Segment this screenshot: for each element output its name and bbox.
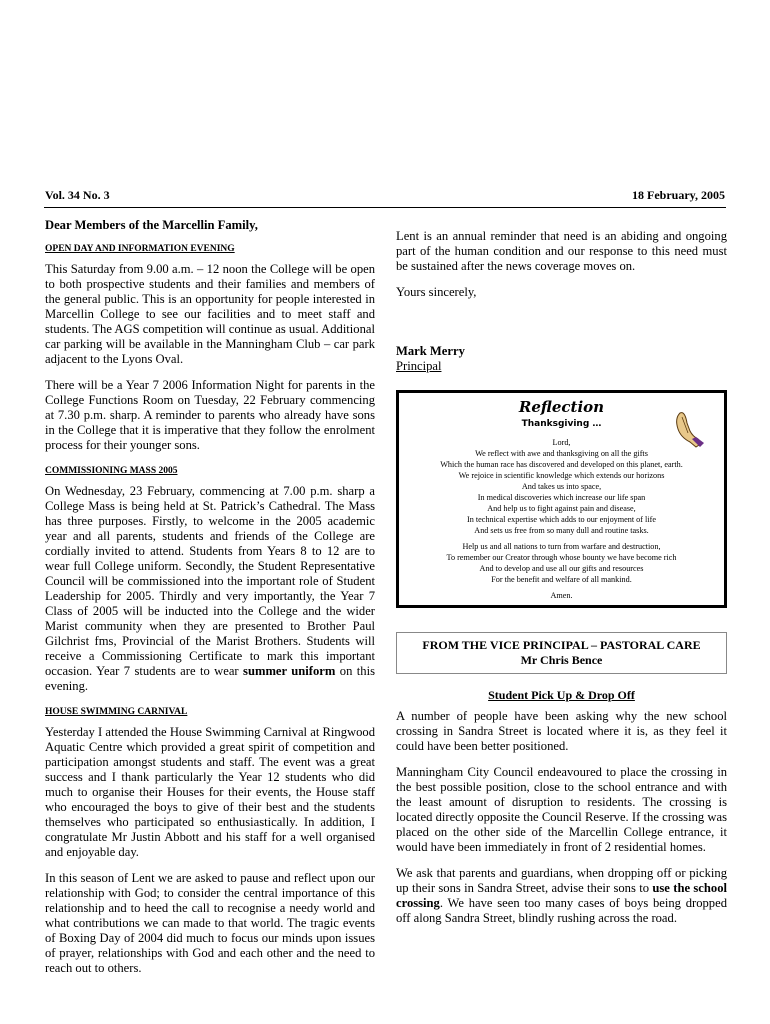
prayer-line: And sets us free from so many dull and routine tasks. (474, 526, 649, 535)
prayer-line: To remember our Creator through whose bounty we have become rich (446, 553, 677, 562)
left-column (45, 218, 375, 987)
section-heading-mass: COMMISSIONING MASS 2005 (45, 466, 178, 476)
paragraph-pickup-2: Manningham City Council endeavoured to place the crossing in the best possible position, close to the school entrance and with the least amount of disruption to residents. The crossing is located directly opposite the Council Reserve. If the crossing was placed on the other side of the Marcellin College entrance, it would have been immediately in front of 2 residential homes. (396, 765, 727, 854)
issue-date: 18 February, 2005 (632, 188, 725, 202)
prayer-line: We rejoice in scientific knowledge which extends our horizons (458, 471, 665, 480)
summer-uniform-text: summer uniform (243, 664, 336, 678)
prayer-line: And help us to fight against pain and disease, (487, 504, 636, 513)
paragraph-lent: In this season of Lent we are asked to pause and reflect upon our relationship with God; to consider the central importance of this relationship and to heed the call to recognise a needy world and what contributions we can made to that world. The tragic events of Boxing Day of 2004 did much to focus our minds upon issues of prayer, relationships with God and each other and the need to reach out to others. (45, 871, 375, 975)
paragraph-pickup-3 (396, 866, 727, 926)
prayer-line: And takes us into space, (521, 482, 602, 491)
prayer-line: Lord, (552, 438, 571, 447)
reflection-prayer (407, 437, 716, 601)
pickup-text-end: . We have seen too many cases of boys being dropped off along Sandra Street, blindly rushing across the road. (396, 896, 727, 925)
greeting: Dear Members of the Marcellin Family, (45, 218, 258, 232)
paragraph-mass (45, 484, 375, 694)
paragraph-info-night: There will be a Year 7 2006 Information Night for parents in the College Functions Room on Tuesday, 22 February commencing at 7.30 p.m. sharp. A reminder to parents who already have sons in the College that it is imperative that they follow the enrolment process for their younger sons. (45, 378, 375, 452)
paragraph-swimming: Yesterday I attended the House Swimming Carnival at Ringwood Aquatic Centre which provided a great spirit of competition and participation amongst students and staff. The event was a great success and I thank particularly the Year 12 students who did much to organise their Houses for their events, the House staff who encouraged the boys to give of their best and the students themselves who participated so enthusiastically. In addition, I congratulate Mr Justin Abbott and his staff for a well organised and enjoyable day. (45, 725, 375, 859)
header-rule (44, 207, 726, 208)
volume-number: Vol. 34 No. 3 (45, 188, 110, 202)
reflection-title: Reflection (518, 398, 605, 416)
prayer-line: Help us and all nations to turn from warfare and destruction, (462, 542, 661, 551)
section-heading-swimming: HOUSE SWIMMING CARNIVAL (45, 707, 188, 717)
mass-text: On Wednesday, 23 February, commencing at 7.00 p.m. sharp a College Mass is being held at St. Patrick’s Cathedral. The Mass has three purposes. Firstly, to welcome in the 2005 academic year and all parents, students and friends of the College are cordially invited to attend. Students from Years 8 to 12 are to wear full College uniform. Secondly, the Student Representative Council will be commissioned into the important role of Student Leadership for 2005. Thirdly and very importantly, the Year 7 Class of 2005 will be inducted into the College and the wider Marist community when they are presented to Brother Paul Gilchrist fms, Provincial of the Marist Brothers. Students will receive a Commissioning Certificate to mark this important occasion. Year 7 students are to wear (45, 484, 375, 678)
signer-name: Mark Merry (396, 344, 465, 358)
vice-principal-box (396, 632, 727, 674)
prayer-amen: Amen. (550, 591, 573, 600)
paragraph-pickup-1: A number of people have been asking why the new school crossing in Sandra Street is located where it is, as they feel it could have been better positioned. (396, 709, 727, 753)
mass-text-end: on this evening. (45, 664, 375, 693)
right-column (396, 229, 727, 937)
paragraph-lent-cont: Lent is an annual reminder that need is an abiding and ongoing part of the human condition and our response to this need must be sustained after the news coverage moves on. (396, 229, 727, 273)
prayer-line: For the benefit and welfare of all mankind. (491, 575, 632, 584)
closing: Yours sincerely, (396, 285, 477, 299)
pickup-heading: Student Pick Up & Drop Off (488, 688, 635, 702)
use-crossing-text: use the school crossing (396, 881, 727, 910)
praying-hands-icon (666, 409, 706, 449)
pickup-text: We ask that parents and guardians, when dropping off or picking up their sons in Sandra Street, advise their sons to (396, 866, 727, 895)
reflection-subtitle: Thanksgiving … (521, 419, 602, 429)
vp-title: FROM THE VICE PRINCIPAL – PASTORAL CARE (422, 638, 701, 652)
prayer-line: In technical expertise which adds to our enjoyment of life (467, 515, 656, 524)
section-heading-open-day: OPEN DAY AND INFORMATION EVENING (45, 244, 235, 254)
prayer-line: Which the human race has discovered and developed on this planet, earth. (440, 460, 683, 469)
prayer-line: We reflect with awe and thanksgiving on all the gifts (475, 449, 648, 458)
vp-name: Mr Chris Bence (520, 653, 603, 667)
reflection-box (396, 390, 727, 608)
prayer-line: In medical discoveries which increase our life span (477, 493, 646, 502)
prayer-line: And to develop and use all our gifts and resources (479, 564, 644, 573)
paragraph-open-day: This Saturday from 9.00 a.m. – 12 noon the College will be open to both prospective students and their families and members of the general public. This is an opportunity for people interested in Marcellin College to see our facilities and to meet staff and students. The AGS competition will continue as usual. Additional car parking will be available in the Manningham Club – car park adjacent to the Lyons Oval. (45, 262, 375, 366)
signer-title: Principal (396, 359, 442, 373)
